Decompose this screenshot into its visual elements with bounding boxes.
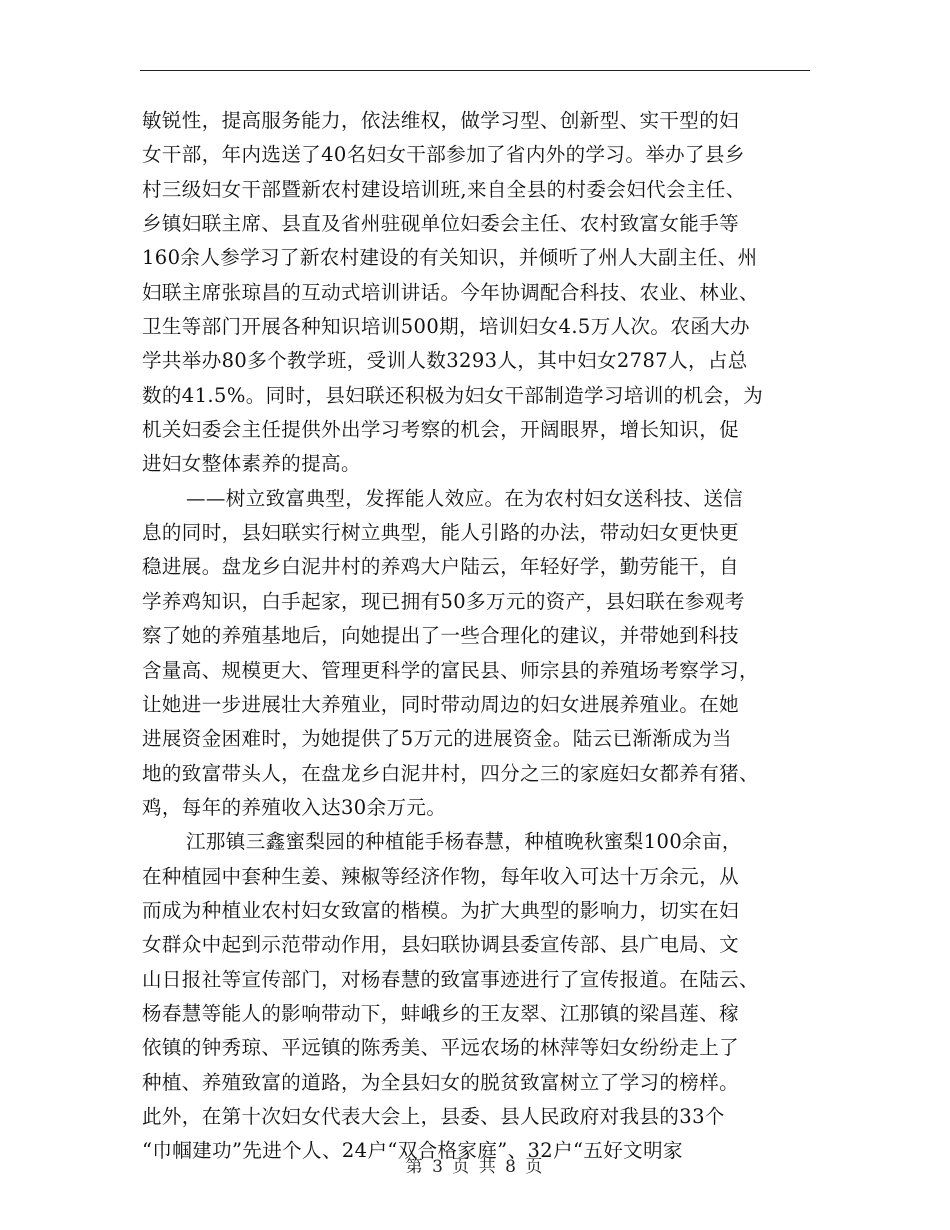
text-line: 学共举办80多个教学班，受训人数3293人，其中妇女2787人，占总 <box>142 349 748 373</box>
text-line: 稳进展。盘龙乡白泥井村的养鸡大户陆云，年轻好学，勤劳能干，自 <box>142 555 740 579</box>
text-line: 敏锐性，提高服务能力，依法维权，做学习型、创新型、实干型的妇 <box>142 109 740 132</box>
text-line: 女群众中起到示范带动作用，县妇联协调县委宣传部、县广电局、文 <box>142 933 740 957</box>
text-line: 卫生等部门开展各种知识培训500期，培训妇女4.5万人次。农函大办 <box>142 315 750 339</box>
text-line: 依镇的钟秀琼、平远镇的陈秀美、平远农场的林萍等妇女纷纷走上了 <box>142 1036 740 1060</box>
text-line: 在种植园中套种生姜、辣椒等经济作物，每年收入可达十万余元，从 <box>142 864 740 888</box>
text-line: 察了她的养殖基地后，向她提出了一些合理化的建议，并带她到科技 <box>142 624 740 648</box>
text-line: 地的致富带头人，在盘龙乡白泥井村，四分之三的家庭妇女都养有猪、 <box>142 761 759 785</box>
text-line: 山日报社等宣传部门，对杨春慧的致富事迹进行了宣传报道。在陆云、 <box>142 967 759 991</box>
text-line: 进展资金困难时，为她提供了5万元的进展资金。陆云已渐渐成为当 <box>142 727 732 751</box>
text-line: 进妇女整体素养的提高。 <box>142 452 361 476</box>
text-line: 160余人参学习了新农村建设的有关知识，并倾听了州人大副主任、州 <box>142 246 758 270</box>
text-line: 种植、养殖致富的道路，为全县妇女的脱贫致富树立了学习的榜样。 <box>142 1070 740 1094</box>
text-line: 妇联主席张琼昌的互动式培训讲话。今年协调配合科技、农业、林业、 <box>142 280 759 304</box>
text-line: 此外，在第十次妇女代表大会上，县委、县人民政府对我县的33个 <box>142 1104 725 1128</box>
text-line: 乡镇妇联主席、县直及省州驻砚单位妇委会主任、农村致富女能手等 <box>142 212 740 236</box>
text-line: 息的同时，县妇联实行树立典型，能人引路的办法，带动妇女更快更 <box>142 521 740 545</box>
text-line: 村三级妇女干部暨新农村建设培训班,来自全县的村委会妇代会主任、 <box>142 177 746 201</box>
paragraph-start-line: ——树立致富典型，发挥能人效应。在为农村妇女送科技、送信 <box>186 486 744 510</box>
text-line: 让她进一步进展壮大养殖业，同时带动周边的妇女进展养殖业。在她 <box>142 692 740 716</box>
text-line: 学养鸡知识，白手起家，现已拥有50多万元的资产，县妇联在参观考 <box>142 589 745 613</box>
text-line: 数的41.5%。同时，县妇联还积极为妇女干部制造学习培训的机会，为 <box>142 383 764 407</box>
text-line: 机关妇委会主任提供外出学习考察的机会，开阔眼界，增长知识，促 <box>142 418 740 442</box>
paragraph-start-line: 江那镇三鑫蜜梨园的种植能手杨春慧，种植晚秋蜜梨100余亩， <box>186 830 742 854</box>
text-line: “巾帼建功”先进个人、24户“双合格家庭”、32户“五好文明家 <box>142 1139 683 1163</box>
text-line: 杨春慧等能人的影响带动下，蚌峨乡的王友翠、江那镇的梁昌莲、稼 <box>142 1001 740 1025</box>
page-number-footer: 第 3 页 共 8 页 <box>405 1157 545 1177</box>
text-line: 而成为种植业农村妇女致富的楷模。为扩大典型的影响力，切实在妇 <box>142 898 740 922</box>
text-line: 含量高、规模更大、管理更科学的富民县、师宗县的养殖场考察学习， <box>142 658 759 682</box>
text-line: 女干部，年内选送了40名妇女干部参加了省内外的学习。举办了县乡 <box>142 143 745 167</box>
text-line: 鸡，每年的养殖收入达30余万元。 <box>142 795 447 819</box>
body-text <box>142 104 810 1169</box>
header-rule <box>140 70 810 71</box>
